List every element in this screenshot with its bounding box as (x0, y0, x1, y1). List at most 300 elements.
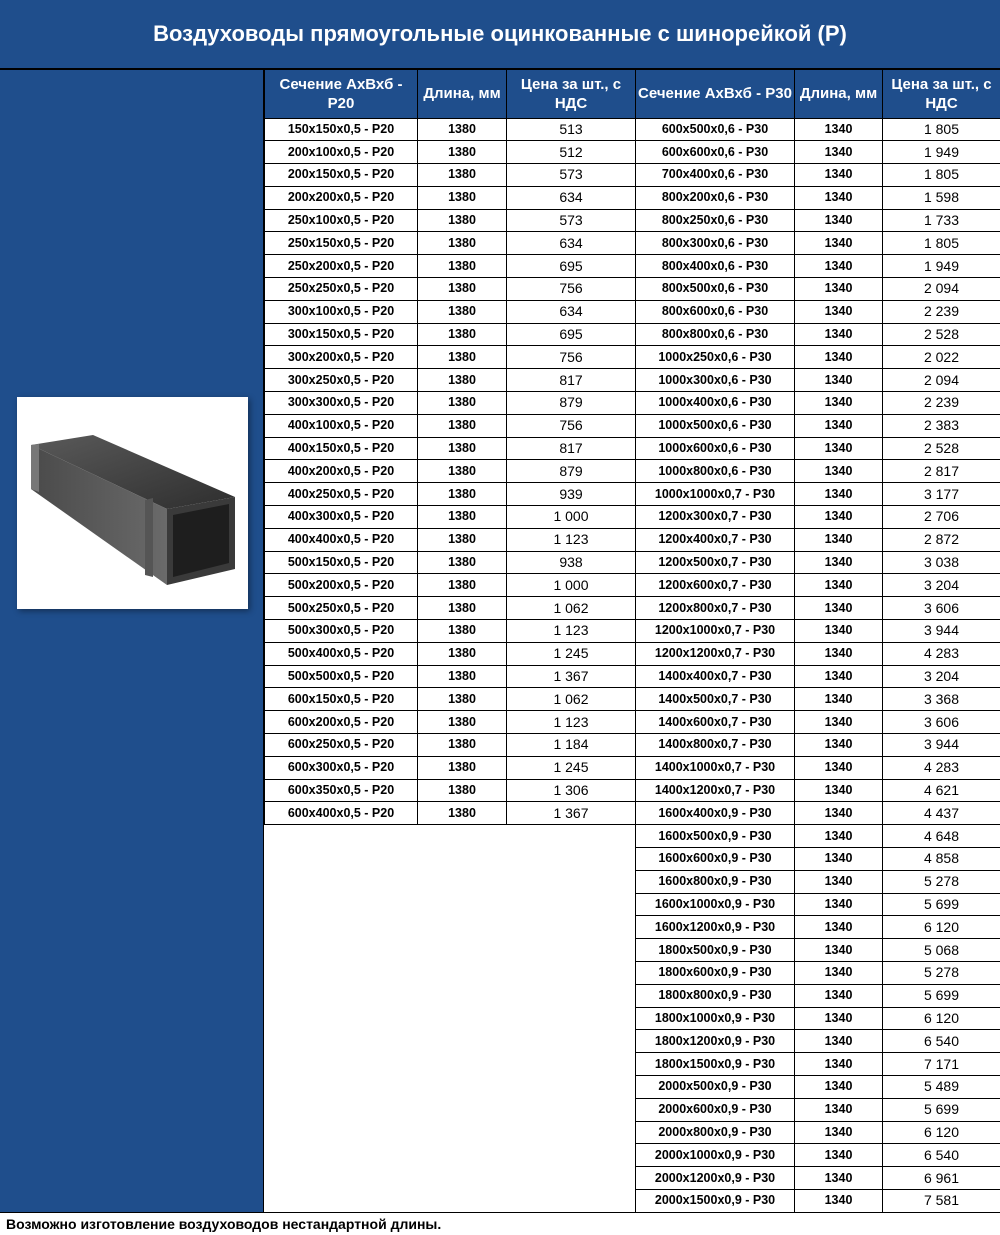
cell-length: 1340 (795, 1189, 883, 1212)
cell-price: 7 171 (883, 1053, 1000, 1076)
cell-length: 1380 (418, 528, 507, 551)
cell-section: 1000х800х0,6 - Р30 (636, 460, 795, 483)
cell-price: 2 706 (883, 506, 1000, 529)
cell-section: 400х250х0,5 - Р20 (265, 483, 418, 506)
cell-section: 1000х300х0,6 - Р30 (636, 369, 795, 392)
cell-price: 1 598 (883, 186, 1000, 209)
table-row (636, 255, 1000, 278)
cell-length: 1380 (418, 734, 507, 757)
table-row (636, 483, 1000, 506)
cell-price: 2 239 (883, 392, 1000, 415)
cell-section: 600х400х0,5 - Р20 (265, 802, 418, 825)
table-row (636, 164, 1000, 187)
cell-price: 6 120 (883, 1121, 1000, 1144)
table-row (265, 323, 636, 346)
cell-section: 1200х500х0,7 - Р30 (636, 551, 795, 574)
cell-section: 1600х400х0,9 - Р30 (636, 802, 795, 825)
price-table-p30 (635, 70, 1000, 1213)
table-row (636, 848, 1000, 871)
cell-section: 1000х1000х0,7 - Р30 (636, 483, 795, 506)
cell-price: 939 (507, 483, 636, 506)
cell-section: 2000х1200х0,9 - Р30 (636, 1167, 795, 1190)
cell-length: 1340 (795, 1167, 883, 1190)
table-row (265, 164, 636, 187)
table-row (265, 186, 636, 209)
cell-length: 1380 (418, 209, 507, 232)
cell-section: 1800х1200х0,9 - Р30 (636, 1030, 795, 1053)
cell-section: 300х300х0,5 - Р20 (265, 392, 418, 415)
cell-length: 1340 (795, 734, 883, 757)
cell-price: 1 245 (507, 756, 636, 779)
cell-length: 1340 (795, 1144, 883, 1167)
cell-price: 512 (507, 141, 636, 164)
table-row (636, 665, 1000, 688)
cell-section: 200х200х0,5 - Р20 (265, 186, 418, 209)
table-row (636, 460, 1000, 483)
cell-price: 513 (507, 118, 636, 141)
cell-section: 1600х600х0,9 - Р30 (636, 848, 795, 871)
table-row (265, 346, 636, 369)
table-row (636, 437, 1000, 460)
cell-price: 2 094 (883, 278, 1000, 301)
cell-length: 1340 (795, 164, 883, 187)
cell-price: 879 (507, 460, 636, 483)
cell-length: 1340 (795, 506, 883, 529)
table-row (636, 118, 1000, 141)
table-row (265, 141, 636, 164)
cell-price: 3 177 (883, 483, 1000, 506)
cell-price: 6 540 (883, 1144, 1000, 1167)
cell-price: 1 184 (507, 734, 636, 757)
cell-section: 1800х500х0,9 - Р30 (636, 939, 795, 962)
cell-section: 2000х800х0,9 - Р30 (636, 1121, 795, 1144)
cell-section: 600х350х0,5 - Р20 (265, 779, 418, 802)
cell-length: 1380 (418, 688, 507, 711)
cell-price: 4 621 (883, 779, 1000, 802)
table-row (636, 939, 1000, 962)
cell-section: 1200х800х0,7 - Р30 (636, 597, 795, 620)
cell-length: 1380 (418, 460, 507, 483)
column-header-section: Сечение АхВхб - Р20 (265, 70, 418, 118)
cell-section: 2000х500х0,9 - Р30 (636, 1075, 795, 1098)
cell-price: 817 (507, 437, 636, 460)
cell-section: 1200х400х0,7 - Р30 (636, 528, 795, 551)
cell-price: 2 239 (883, 300, 1000, 323)
cell-length: 1340 (795, 961, 883, 984)
cell-price: 5 278 (883, 870, 1000, 893)
table-row (265, 711, 636, 734)
cell-price: 2 383 (883, 414, 1000, 437)
cell-price: 3 606 (883, 597, 1000, 620)
table-row (265, 642, 636, 665)
cell-section: 1800х1000х0,9 - Р30 (636, 1007, 795, 1030)
column-header-length: Длина, мм (795, 70, 883, 118)
cell-section: 1400х500х0,7 - Р30 (636, 688, 795, 711)
cell-price: 1 062 (507, 597, 636, 620)
table-row (265, 688, 636, 711)
cell-price: 756 (507, 278, 636, 301)
cell-section: 2000х1000х0,9 - Р30 (636, 1144, 795, 1167)
table-row (636, 1167, 1000, 1190)
table-row (636, 392, 1000, 415)
table-row (265, 756, 636, 779)
cell-section: 1400х800х0,7 - Р30 (636, 734, 795, 757)
cell-price: 4 648 (883, 825, 1000, 848)
cell-section: 1200х1000х0,7 - Р30 (636, 620, 795, 643)
cell-section: 200х100х0,5 - Р20 (265, 141, 418, 164)
table-row (636, 346, 1000, 369)
column-header-section: Сечение АхВхб - Р30 (636, 70, 795, 118)
cell-length: 1380 (418, 437, 507, 460)
cell-length: 1380 (418, 574, 507, 597)
table-row (636, 802, 1000, 825)
cell-length: 1340 (795, 1121, 883, 1144)
cell-length: 1340 (795, 574, 883, 597)
cell-length: 1340 (795, 346, 883, 369)
cell-length: 1340 (795, 551, 883, 574)
cell-price: 2 528 (883, 323, 1000, 346)
cell-length: 1340 (795, 392, 883, 415)
table-header-row (636, 70, 1000, 118)
table-row (636, 870, 1000, 893)
table-row (265, 255, 636, 278)
cell-price: 695 (507, 255, 636, 278)
table-row (636, 551, 1000, 574)
cell-length: 1380 (418, 414, 507, 437)
cell-length: 1340 (795, 825, 883, 848)
cell-section: 300х250х0,5 - Р20 (265, 369, 418, 392)
table-row (265, 300, 636, 323)
cell-price: 1 733 (883, 209, 1000, 232)
cell-section: 250х200х0,5 - Р20 (265, 255, 418, 278)
cell-length: 1380 (418, 483, 507, 506)
cell-length: 1380 (418, 278, 507, 301)
table-row (636, 300, 1000, 323)
table-row (265, 232, 636, 255)
cell-price: 756 (507, 346, 636, 369)
footer-note (0, 1212, 1000, 1235)
cell-section: 1600х500х0,9 - Р30 (636, 825, 795, 848)
cell-section: 500х250х0,5 - Р20 (265, 597, 418, 620)
cell-length: 1380 (418, 551, 507, 574)
cell-section: 1000х500х0,6 - Р30 (636, 414, 795, 437)
cell-price: 1 306 (507, 779, 636, 802)
cell-section: 1000х400х0,6 - Р30 (636, 392, 795, 415)
column-header-length: Длина, мм (418, 70, 507, 118)
cell-length: 1380 (418, 118, 507, 141)
cell-length: 1380 (418, 756, 507, 779)
cell-section: 1200х300х0,7 - Р30 (636, 506, 795, 529)
cell-section: 300х100х0,5 - Р20 (265, 300, 418, 323)
table-row (636, 369, 1000, 392)
cell-price: 879 (507, 392, 636, 415)
table-row (265, 802, 636, 825)
cell-section: 1800х1500х0,9 - Р30 (636, 1053, 795, 1076)
cell-price: 3 944 (883, 620, 1000, 643)
column-header-price: Цена за шт., с НДС (507, 70, 636, 118)
cell-length: 1340 (795, 437, 883, 460)
cell-price: 756 (507, 414, 636, 437)
cell-length: 1340 (795, 1075, 883, 1098)
cell-length: 1340 (795, 779, 883, 802)
cell-length: 1380 (418, 802, 507, 825)
table-row (265, 551, 636, 574)
cell-price: 3 606 (883, 711, 1000, 734)
table-row (265, 779, 636, 802)
table-row (265, 506, 636, 529)
cell-section: 200х150х0,5 - Р20 (265, 164, 418, 187)
cell-length: 1340 (795, 255, 883, 278)
cell-section: 300х200х0,5 - Р20 (265, 346, 418, 369)
cell-section: 1000х600х0,6 - Р30 (636, 437, 795, 460)
table-row (636, 893, 1000, 916)
table-row (265, 369, 636, 392)
cell-section: 600х500х0,6 - Р30 (636, 118, 795, 141)
cell-section: 500х150х0,5 - Р20 (265, 551, 418, 574)
cell-length: 1340 (795, 642, 883, 665)
cell-section: 1000х250х0,6 - Р30 (636, 346, 795, 369)
table-row (265, 528, 636, 551)
cell-section: 150х150х0,5 - Р20 (265, 118, 418, 141)
table-row (636, 756, 1000, 779)
cell-price: 1 000 (507, 574, 636, 597)
cell-price: 1 805 (883, 232, 1000, 255)
cell-section: 2000х600х0,9 - Р30 (636, 1098, 795, 1121)
table-row (265, 597, 636, 620)
cell-section: 600х300х0,5 - Р20 (265, 756, 418, 779)
cell-section: 500х500х0,5 - Р20 (265, 665, 418, 688)
table-row (265, 483, 636, 506)
cell-length: 1340 (795, 141, 883, 164)
cell-section: 800х250х0,6 - Р30 (636, 209, 795, 232)
cell-section: 800х500х0,6 - Р30 (636, 278, 795, 301)
cell-price: 1 062 (507, 688, 636, 711)
table-row (636, 528, 1000, 551)
side-panel (0, 70, 264, 1212)
cell-length: 1340 (795, 323, 883, 346)
cell-length: 1380 (418, 369, 507, 392)
cell-price: 634 (507, 186, 636, 209)
cell-price: 4 437 (883, 802, 1000, 825)
cell-length: 1380 (418, 186, 507, 209)
cell-length: 1340 (795, 483, 883, 506)
table-row (265, 620, 636, 643)
table-row (636, 1098, 1000, 1121)
cell-section: 700х400х0,6 - Р30 (636, 164, 795, 187)
table-header-row (265, 70, 636, 118)
cell-section: 250х150х0,5 - Р20 (265, 232, 418, 255)
cell-price: 1 123 (507, 620, 636, 643)
table-row (636, 209, 1000, 232)
cell-length: 1340 (795, 300, 883, 323)
cell-section: 400х150х0,5 - Р20 (265, 437, 418, 460)
table-row (265, 118, 636, 141)
table-row (265, 437, 636, 460)
cell-length: 1340 (795, 278, 883, 301)
cell-section: 800х200х0,6 - Р30 (636, 186, 795, 209)
table-row (265, 574, 636, 597)
cell-price: 1 949 (883, 255, 1000, 278)
cell-price: 5 068 (883, 939, 1000, 962)
cell-section: 250х100х0,5 - Р20 (265, 209, 418, 232)
cell-section: 1400х400х0,7 - Р30 (636, 665, 795, 688)
cell-section: 1800х800х0,9 - Р30 (636, 984, 795, 1007)
cell-price: 817 (507, 369, 636, 392)
table-row (636, 1053, 1000, 1076)
cell-price: 1 805 (883, 164, 1000, 187)
cell-length: 1340 (795, 620, 883, 643)
cell-section: 500х200х0,5 - Р20 (265, 574, 418, 597)
table-row (265, 460, 636, 483)
table-row (636, 141, 1000, 164)
cell-price: 1 123 (507, 528, 636, 551)
cell-price: 695 (507, 323, 636, 346)
cell-price: 1 000 (507, 506, 636, 529)
cell-length: 1340 (795, 369, 883, 392)
cell-length: 1380 (418, 392, 507, 415)
cell-length: 1340 (795, 848, 883, 871)
cell-section: 800х400х0,6 - Р30 (636, 255, 795, 278)
table-row (636, 688, 1000, 711)
cell-section: 300х150х0,5 - Р20 (265, 323, 418, 346)
page-title (0, 0, 1000, 70)
cell-section: 250х250х0,5 - Р20 (265, 278, 418, 301)
cell-price: 5 699 (883, 984, 1000, 1007)
cell-length: 1380 (418, 300, 507, 323)
cell-price: 2 872 (883, 528, 1000, 551)
cell-section: 1200х1200х0,7 - Р30 (636, 642, 795, 665)
cell-section: 2000х1500х0,9 - Р30 (636, 1189, 795, 1212)
cell-price: 5 699 (883, 1098, 1000, 1121)
cell-length: 1380 (418, 164, 507, 187)
cell-length: 1340 (795, 1098, 883, 1121)
cell-length: 1380 (418, 232, 507, 255)
cell-length: 1340 (795, 1030, 883, 1053)
cell-length: 1340 (795, 186, 883, 209)
table-row (636, 620, 1000, 643)
cell-length: 1340 (795, 893, 883, 916)
cell-price: 4 858 (883, 848, 1000, 871)
cell-section: 400х400х0,5 - Р20 (265, 528, 418, 551)
table-row (636, 597, 1000, 620)
cell-section: 1400х600х0,7 - Р30 (636, 711, 795, 734)
table-row (636, 1144, 1000, 1167)
cell-length: 1380 (418, 141, 507, 164)
table-row (265, 209, 636, 232)
table-row (636, 1075, 1000, 1098)
cell-price: 573 (507, 164, 636, 187)
table-row (265, 665, 636, 688)
cell-length: 1340 (795, 1007, 883, 1030)
cell-length: 1340 (795, 665, 883, 688)
cell-length: 1340 (795, 232, 883, 255)
cell-price: 634 (507, 300, 636, 323)
cell-length: 1340 (795, 711, 883, 734)
cell-length: 1380 (418, 665, 507, 688)
table-row (636, 506, 1000, 529)
cell-length: 1380 (418, 597, 507, 620)
cell-length: 1380 (418, 642, 507, 665)
cell-length: 1380 (418, 620, 507, 643)
cell-length: 1340 (795, 688, 883, 711)
cell-price: 1 949 (883, 141, 1000, 164)
footer-note-text: Возможно изготовление воздуховодов нестандартной длины. (6, 1216, 442, 1232)
cell-length: 1340 (795, 460, 883, 483)
cell-length: 1380 (418, 506, 507, 529)
cell-section: 1400х1200х0,7 - Р30 (636, 779, 795, 802)
cell-length: 1340 (795, 939, 883, 962)
cell-section: 400х300х0,5 - Р20 (265, 506, 418, 529)
cell-section: 500х400х0,5 - Р20 (265, 642, 418, 665)
cell-price: 5 278 (883, 961, 1000, 984)
cell-section: 1600х1200х0,9 - Р30 (636, 916, 795, 939)
cell-section: 800х300х0,6 - Р30 (636, 232, 795, 255)
cell-length: 1340 (795, 756, 883, 779)
cell-length: 1340 (795, 528, 883, 551)
cell-price: 3 204 (883, 574, 1000, 597)
cell-section: 1600х800х0,9 - Р30 (636, 870, 795, 893)
table-row (636, 1121, 1000, 1144)
table-row (265, 278, 636, 301)
cell-section: 1400х1000х0,7 - Р30 (636, 756, 795, 779)
cell-price: 2 528 (883, 437, 1000, 460)
cell-price: 4 283 (883, 642, 1000, 665)
table-row (636, 574, 1000, 597)
cell-price: 2 022 (883, 346, 1000, 369)
cell-length: 1380 (418, 346, 507, 369)
table-row (636, 1189, 1000, 1212)
cell-price: 2 817 (883, 460, 1000, 483)
cell-length: 1340 (795, 118, 883, 141)
table-row (265, 392, 636, 415)
cell-price: 6 120 (883, 1007, 1000, 1030)
cell-price: 3 368 (883, 688, 1000, 711)
cell-price: 4 283 (883, 756, 1000, 779)
cell-section: 1600х1000х0,9 - Р30 (636, 893, 795, 916)
table-row (265, 734, 636, 757)
cell-price: 7 581 (883, 1189, 1000, 1212)
cell-price: 3 038 (883, 551, 1000, 574)
cell-length: 1340 (795, 1053, 883, 1076)
table-row (265, 414, 636, 437)
cell-price: 2 094 (883, 369, 1000, 392)
cell-price: 3 204 (883, 665, 1000, 688)
cell-length: 1380 (418, 711, 507, 734)
rectangular-duct-photo (17, 397, 248, 609)
column-header-price: Цена за шт., с НДС (883, 70, 1000, 118)
cell-section: 800х600х0,6 - Р30 (636, 300, 795, 323)
cell-length: 1340 (795, 916, 883, 939)
price-table-p20 (264, 70, 636, 825)
cell-price: 5 489 (883, 1075, 1000, 1098)
table-row (636, 642, 1000, 665)
cell-section: 600х200х0,5 - Р20 (265, 711, 418, 734)
cell-section: 1800х600х0,9 - Р30 (636, 961, 795, 984)
table-row (636, 984, 1000, 1007)
table-row (636, 278, 1000, 301)
cell-section: 1200х600х0,7 - Р30 (636, 574, 795, 597)
cell-price: 1 367 (507, 802, 636, 825)
table-row (636, 1007, 1000, 1030)
duct-icon (17, 397, 248, 609)
cell-length: 1340 (795, 597, 883, 620)
cell-price: 6 540 (883, 1030, 1000, 1053)
empty-area (264, 825, 635, 1212)
cell-section: 600х150х0,5 - Р20 (265, 688, 418, 711)
cell-price: 5 699 (883, 893, 1000, 916)
cell-length: 1380 (418, 255, 507, 278)
cell-section: 800х800х0,6 - Р30 (636, 323, 795, 346)
